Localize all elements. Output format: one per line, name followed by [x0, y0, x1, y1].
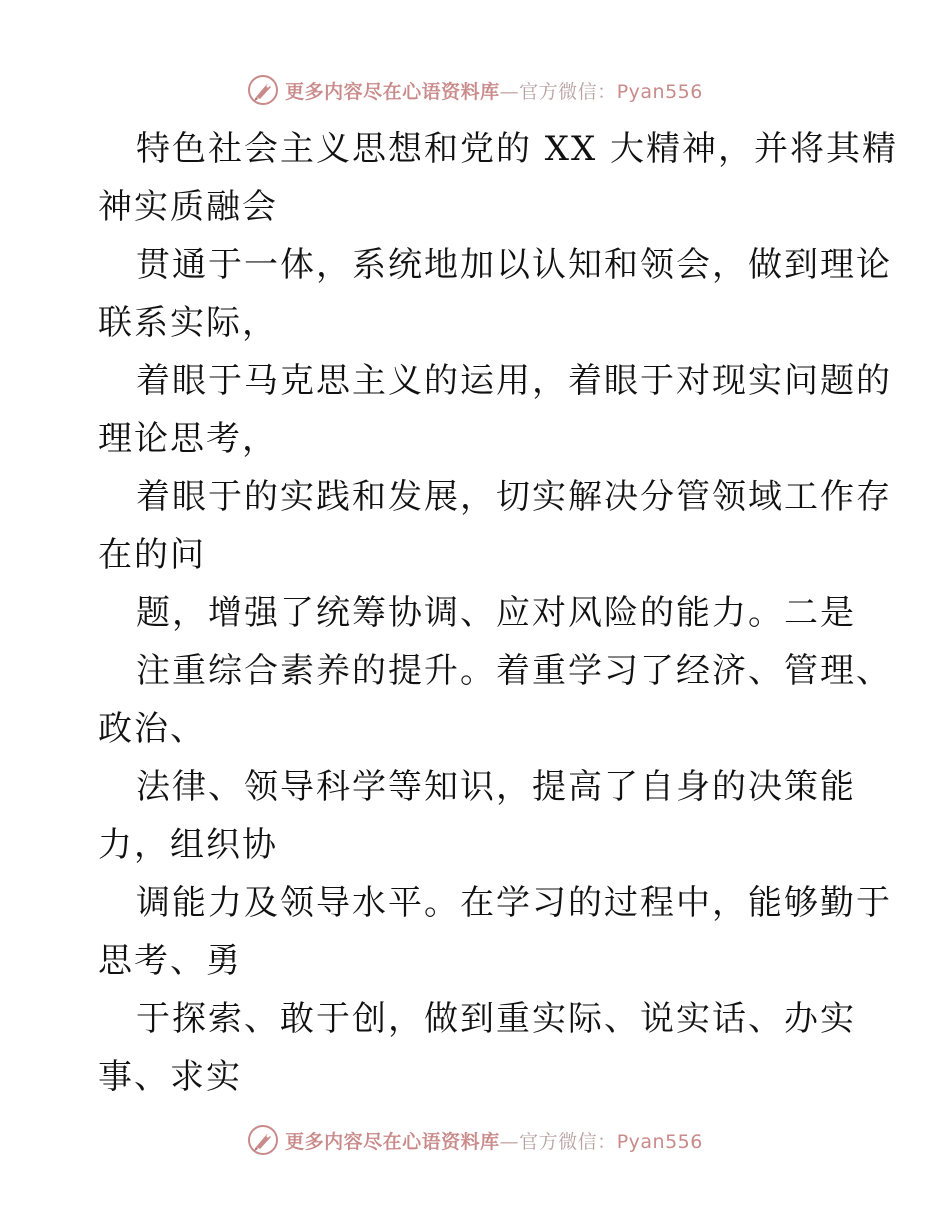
- text-line: 注重综合素养的提升。着重学习了经济、管理、: [136, 651, 892, 691]
- wechat-label: 官方微信：: [519, 1130, 617, 1153]
- wechat-id: Pyan556: [616, 1130, 703, 1153]
- text-line: 于探索、敢于创，做到重实际、说实话、办实: [136, 999, 856, 1039]
- text-line: 政治、: [98, 709, 206, 749]
- watermark-text: [285, 77, 703, 104]
- watermark-text: [285, 1127, 703, 1154]
- header-watermark-banner: [0, 70, 950, 110]
- text-line: 力，组织协: [98, 825, 278, 865]
- text-line: 着眼于马克思主义的运用，着眼于对现实问题的: [136, 361, 892, 401]
- pen-nib-logo-icon: [247, 74, 279, 106]
- site-name: 更多内容尽在心语资料库: [285, 80, 500, 103]
- site-name: 更多内容尽在心语资料库: [285, 1130, 500, 1153]
- text-line: 着眼于的实践和发展，切实解决分管领域工作存: [136, 477, 892, 517]
- text-line: 调能力及领导水平。在学习的过程中，能够勤于: [136, 883, 892, 923]
- text-line: 事、求实: [98, 1057, 242, 1097]
- wechat-label: 官方微信：: [519, 80, 617, 103]
- footer-watermark-banner: [0, 1120, 950, 1160]
- document-body: [98, 120, 899, 1106]
- text-line: 题，增强了统筹协调、应对风险的能力。二是: [136, 593, 856, 633]
- text-line: 神实质融会: [98, 187, 278, 227]
- pen-nib-logo-icon: [247, 1124, 279, 1156]
- text-line: 理论思考，: [98, 419, 278, 459]
- wechat-id: Pyan556: [616, 80, 703, 103]
- text-line: 法律、领导科学等知识，提高了自身的决策能: [136, 767, 856, 807]
- text-line: 联系实际，: [98, 303, 278, 343]
- text-line: 在的问: [98, 535, 206, 575]
- separator: —: [499, 1130, 520, 1153]
- separator: —: [499, 80, 520, 103]
- text-line: 特色社会主义思想和党的 XX 大精神，并将其精: [136, 129, 899, 169]
- text-line: 思考、勇: [98, 941, 242, 981]
- text-line: 贯通于一体，系统地加以认知和领会，做到理论: [136, 245, 892, 285]
